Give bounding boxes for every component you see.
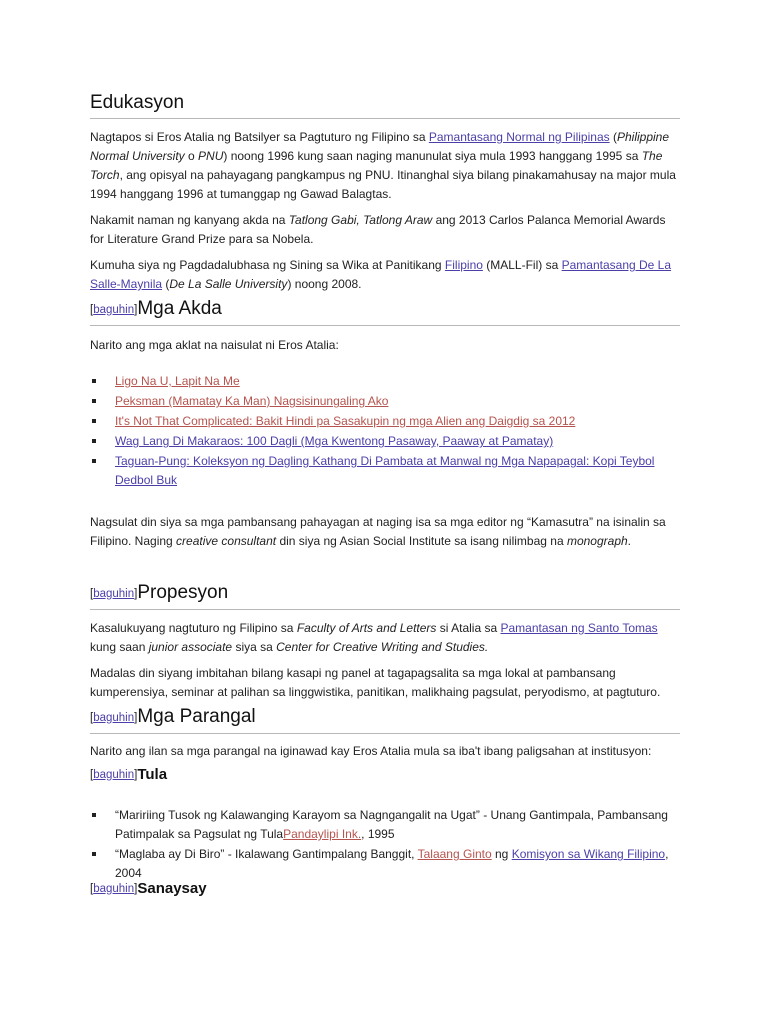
edit-link-wrapper	[90, 588, 137, 600]
edit-link[interactable]: baguhin	[93, 883, 135, 895]
heading-text: Propesyon	[137, 582, 229, 603]
heading-text: Mga Parangal	[137, 706, 256, 727]
book-link[interactable]: It's Not That Complicated: Bakit Hindi pa Sasakupin ng mga Alien ang Daigdig sa 2012	[115, 414, 576, 428]
book-link[interactable]: Peksman (Mamatay Ka Man) Nagsisinungaling Ako	[115, 394, 389, 408]
heading-text: Sanaysay	[137, 880, 207, 897]
text: , 1995	[361, 827, 395, 841]
text: Nagtapos si Eros Atalia ng Batsilyer sa Pagtuturo ng Filipino sa	[90, 130, 429, 144]
heading-text: Mga Akda	[137, 298, 222, 319]
text: Kumuha siya ng Pagdadalubhasa ng Sining sa Wika at Panitikang	[90, 258, 445, 272]
bracket: [	[90, 588, 94, 600]
edit-link[interactable]: baguhin	[93, 304, 135, 316]
book-link[interactable]: Wag Lang Di Makaraos: 100 Dagli (Mga Kwentong Pasaway, Paaway at Pamatay)	[115, 434, 554, 448]
italic-text: creative consultant	[176, 534, 277, 548]
link-filipino[interactable]: Filipino	[444, 258, 483, 272]
section-heading-mga-akda	[90, 297, 680, 326]
bullet-icon	[92, 439, 96, 443]
edit-link-wrapper	[90, 304, 137, 316]
italic-text: monograph	[566, 534, 628, 548]
text: siya sa	[232, 640, 277, 654]
text: ) noong 2008.	[287, 277, 362, 291]
list-item	[90, 452, 680, 490]
text: (	[162, 277, 170, 291]
text: Nagsulat din siya sa mga pambansang pahayagan at naging isa sa mga editor ng “Kamasutra” na isinalin sa Filipino. Naging	[90, 515, 666, 548]
propesyon-paragraph-1	[90, 619, 680, 657]
text: ang 2013 Carlos Palanca Memorial Awards for Literature Grand Prize para sa Nobela.	[90, 213, 666, 246]
list-item	[90, 392, 680, 411]
edit-link-wrapper	[90, 712, 137, 724]
text: si Atalia sa	[436, 621, 501, 635]
heading-text: Tula	[137, 766, 168, 783]
edukasyon-paragraph-1	[90, 128, 680, 204]
bracket: [	[90, 769, 94, 781]
edit-link[interactable]: baguhin	[93, 712, 135, 724]
text: “Maririing Tusok ng Kalawanging Karayom sa Nagngangalit na Ugat” - Unang Gantimpala, Pambansang Patimpalak sa Pagsulat ng Tula	[115, 808, 668, 841]
book-link[interactable]: Ligo Na U, Lapit Na Me	[115, 374, 240, 388]
text: (MALL-Fil) sa	[482, 258, 562, 272]
link-pamantasang-normal[interactable]: Pamantasang Normal ng Pilipinas	[428, 130, 610, 144]
akda-after-paragraph	[90, 513, 680, 551]
book-link[interactable]: Taguan-Pung: Koleksyon ng Dagling Kathang Di Pambata at Manwal ng Mga Napapagal: Kopi Teybol Dedbol Buk	[115, 454, 655, 487]
bracket: ]	[134, 304, 138, 316]
text: o	[184, 149, 199, 163]
text: .	[627, 534, 632, 548]
text: din siya ng Asian Social Institute sa isang nilimbag na	[276, 534, 567, 548]
bullet-icon	[92, 419, 96, 423]
text: ) noong 1996 kung saan naging manunulat siya mula 1993 hanggang 1995 sa	[223, 149, 642, 163]
bracket: ]	[134, 883, 138, 895]
edit-link[interactable]: baguhin	[93, 769, 135, 781]
section-heading-mga-parangal	[90, 705, 680, 734]
list-item	[90, 845, 680, 883]
bracket: ]	[134, 712, 138, 724]
bullet-icon	[92, 852, 96, 856]
bullet-icon	[92, 379, 96, 383]
bracket: [	[90, 712, 94, 724]
bracket: ]	[134, 588, 138, 600]
section-heading-edukasyon	[90, 91, 680, 119]
list-item	[90, 806, 680, 844]
text: Nakamit naman ng kanyang akda na	[90, 213, 289, 227]
link-pandaylipi[interactable]: Pandaylipi Ink.	[283, 827, 362, 841]
list-item	[90, 412, 680, 431]
bracket: [	[90, 304, 94, 316]
edit-link-wrapper	[90, 883, 137, 895]
text: (	[609, 130, 617, 144]
italic-text: De La Salle University	[169, 277, 288, 291]
bracket: [	[90, 883, 94, 895]
italic-text: Philippine Normal University	[90, 130, 670, 163]
link-santo-tomas[interactable]: Pamantasan ng Santo Tomas	[500, 621, 658, 635]
italic-text: The Torch	[90, 149, 663, 182]
subsection-heading-tula	[90, 766, 167, 784]
list-item	[90, 432, 680, 451]
link-talaang-ginto[interactable]: Talaang Ginto	[417, 847, 492, 861]
link-de-la-salle[interactable]: Pamantasang De La Salle-Maynila	[90, 258, 672, 291]
text: , ang opisyal na pahayagang pangkampus ng PNU. Itinanghal siya bilang pinakamahusay na major mula 1994 hanggang 1996 at tumanggap ng Gawad Balagtas.	[90, 168, 676, 201]
parangal-intro: Narito ang ilan sa mga parangal na iginawad kay Eros Atalia mula sa iba't ibang paligsahan at institusyon:	[90, 744, 652, 758]
bullet-icon	[92, 399, 96, 403]
italic-text: Faculty of Arts and Letters	[296, 621, 437, 635]
section-heading-propesyon	[90, 581, 680, 610]
edukasyon-paragraph-2	[90, 211, 680, 249]
text: , 2004	[115, 847, 669, 880]
list-item	[90, 372, 680, 391]
text: “Maglaba ay Di Biro” - Ikalawang Gantimpalang Banggit,	[115, 847, 418, 861]
bullet-icon	[92, 459, 96, 463]
akda-book-list	[90, 372, 680, 491]
propesyon-paragraph-2: Madalas din siyang imbitahan bilang kasapi ng panel at tagapagsalita sa mga lokal at pambansang kumperensiya, seminar at palihan sa linggwistika, panitikan, malikhaing pagsulat, peryodismo, at pagtuturo.	[90, 666, 661, 699]
bracket: ]	[134, 769, 138, 781]
text: ng	[491, 847, 512, 861]
akda-intro: Narito ang mga aklat na naisulat ni Eros Atalia:	[90, 338, 339, 352]
link-komisyon-wikang-filipino[interactable]: Komisyon sa Wikang Filipino	[511, 847, 666, 861]
bullet-icon	[92, 813, 96, 817]
italic-text: PNU	[198, 149, 224, 163]
edukasyon-paragraph-3	[90, 256, 680, 294]
subsection-heading-sanaysay	[90, 880, 207, 898]
heading-text: Edukasyon	[90, 92, 185, 113]
edit-link[interactable]: baguhin	[93, 588, 135, 600]
italic-text: Tatlong Gabi, Tatlong Araw	[288, 213, 433, 227]
tula-award-list	[90, 806, 680, 884]
text: kung saan	[90, 640, 149, 654]
edit-link-wrapper	[90, 769, 137, 781]
italic-text: junior associate	[148, 640, 233, 654]
text: Kasalukuyang nagtuturo ng Filipino sa	[90, 621, 297, 635]
italic-text: Center for Creative Writing and Studies.	[276, 640, 489, 654]
